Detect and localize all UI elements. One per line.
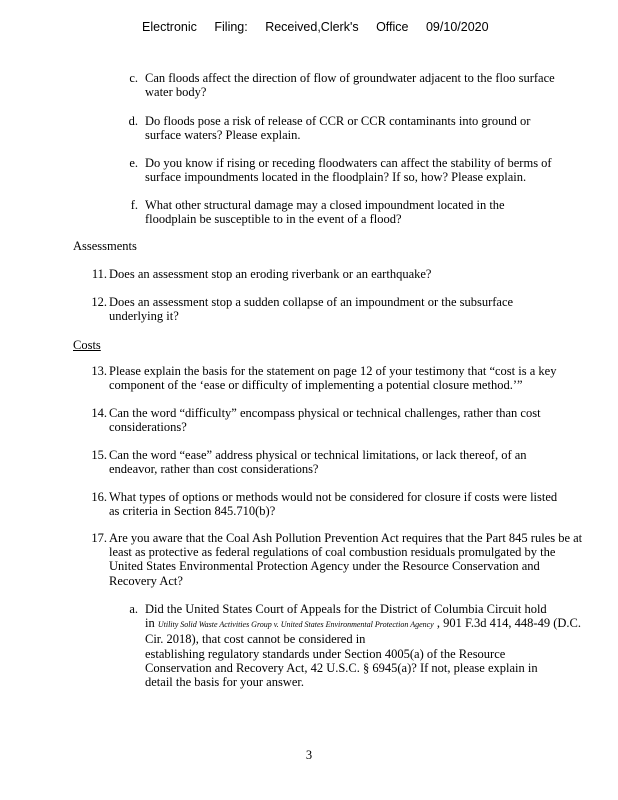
question-d xyxy=(128,114,565,143)
question-marker: 17. xyxy=(91,531,107,545)
question-marker: 15. xyxy=(91,448,107,462)
question-17a-line-4: Conservation and Recovery Act, 42 U.S.C. § 6945(a)? If not, please explain in xyxy=(145,660,538,675)
question-17a-line-3: establishing regulatory standards under Section 4005(a) of the Resource xyxy=(145,646,506,661)
question-16 xyxy=(91,490,559,519)
question-17a xyxy=(129,602,585,690)
question-17a-citation-rest: , 901 F.3d 414, 448-49 (D.C. Cir. 2018), that cost cannot be considered in xyxy=(145,616,581,647)
page-number: 3 xyxy=(305,748,313,762)
header-date: 09/10/2020 xyxy=(425,20,489,34)
question-marker: 16. xyxy=(91,490,107,504)
question-text: Do floods pose a risk of release of CCR or CCR contaminants into ground or surface waters? Please explain. xyxy=(145,114,531,143)
question-text: Please explain the basis for the statement on page 12 of your testimony that “cost is a key component of the ‘ease or difficulty of implementing a potential closure method.’” xyxy=(109,364,557,393)
question-text: Does an assessment stop a sudden collapse of an impoundment or the subsurface underlying it? xyxy=(109,295,514,324)
question-c xyxy=(129,71,565,100)
question-text: Can the word “difficulty” encompass physical or technical challenges, rather than cost considerations? xyxy=(109,406,541,435)
header-received: Received,Clerk's xyxy=(265,20,359,34)
question-15 xyxy=(91,448,569,477)
question-text: Do you know if rising or receding floodwaters can affect the stability of berms of surface impoundments located in the floodplain? If so, how? Please explain. xyxy=(145,156,552,185)
question-11 xyxy=(91,267,569,281)
question-14 xyxy=(91,406,559,435)
section-heading-costs: Costs xyxy=(73,338,101,352)
question-text: What types of options or methods would not be considered for closure if costs were listed as criteria in Section 845.710(b)? xyxy=(109,490,558,519)
question-13 xyxy=(91,364,559,393)
question-marker: a. xyxy=(129,602,138,616)
question-marker: 12. xyxy=(91,295,107,309)
question-marker: f. xyxy=(130,198,138,212)
question-12 xyxy=(91,295,569,324)
efiling-header xyxy=(142,20,489,34)
question-f xyxy=(130,198,555,227)
question-17a-line-1: Did the United States Court of Appeals for the District of Columbia Circuit hold xyxy=(145,602,547,616)
section-heading-assessments: Assessments xyxy=(73,239,137,253)
question-text: Can the word “ease” address physical or technical limitations, or lack thereof, of an endeavor, rather than cost considerations? xyxy=(109,448,527,477)
header-filing: Filing: xyxy=(214,20,248,34)
header-office: Office xyxy=(376,20,409,34)
question-marker: e. xyxy=(129,156,138,170)
question-marker: d. xyxy=(128,114,138,128)
question-marker: 11. xyxy=(91,267,107,281)
question-marker: c. xyxy=(129,71,138,85)
question-e xyxy=(129,156,575,185)
question-17a-line-2 xyxy=(145,616,585,646)
question-text: What other structural damage may a closed impoundment located in the floodplain be susceptible to in the event of a flood? xyxy=(145,198,505,227)
question-marker: 14. xyxy=(91,406,107,420)
case-citation: Utility Solid Waste Activities Group v. United States Environmental Protection Agency xyxy=(157,620,434,630)
question-17 xyxy=(91,531,589,588)
question-17a-in: in xyxy=(145,616,155,631)
question-marker: 13. xyxy=(91,364,107,378)
question-17a-line-5: detail the basis for your answer. xyxy=(145,675,304,690)
question-text: Can floods affect the direction of flow of groundwater adjacent to the floo surface water body? xyxy=(145,71,555,100)
header-electronic: Electronic xyxy=(142,20,197,34)
question-text: Does an assessment stop an eroding riverbank or an earthquake? xyxy=(109,267,432,281)
question-text: Are you aware that the Coal Ash Pollution Prevention Act requires that the Part 845 rules be at least as protective as federal regulations of coal combustion residuals promulgated by the United States Environmental Protection Agency under the Resource Conservation and Recovery Act? xyxy=(109,531,583,588)
